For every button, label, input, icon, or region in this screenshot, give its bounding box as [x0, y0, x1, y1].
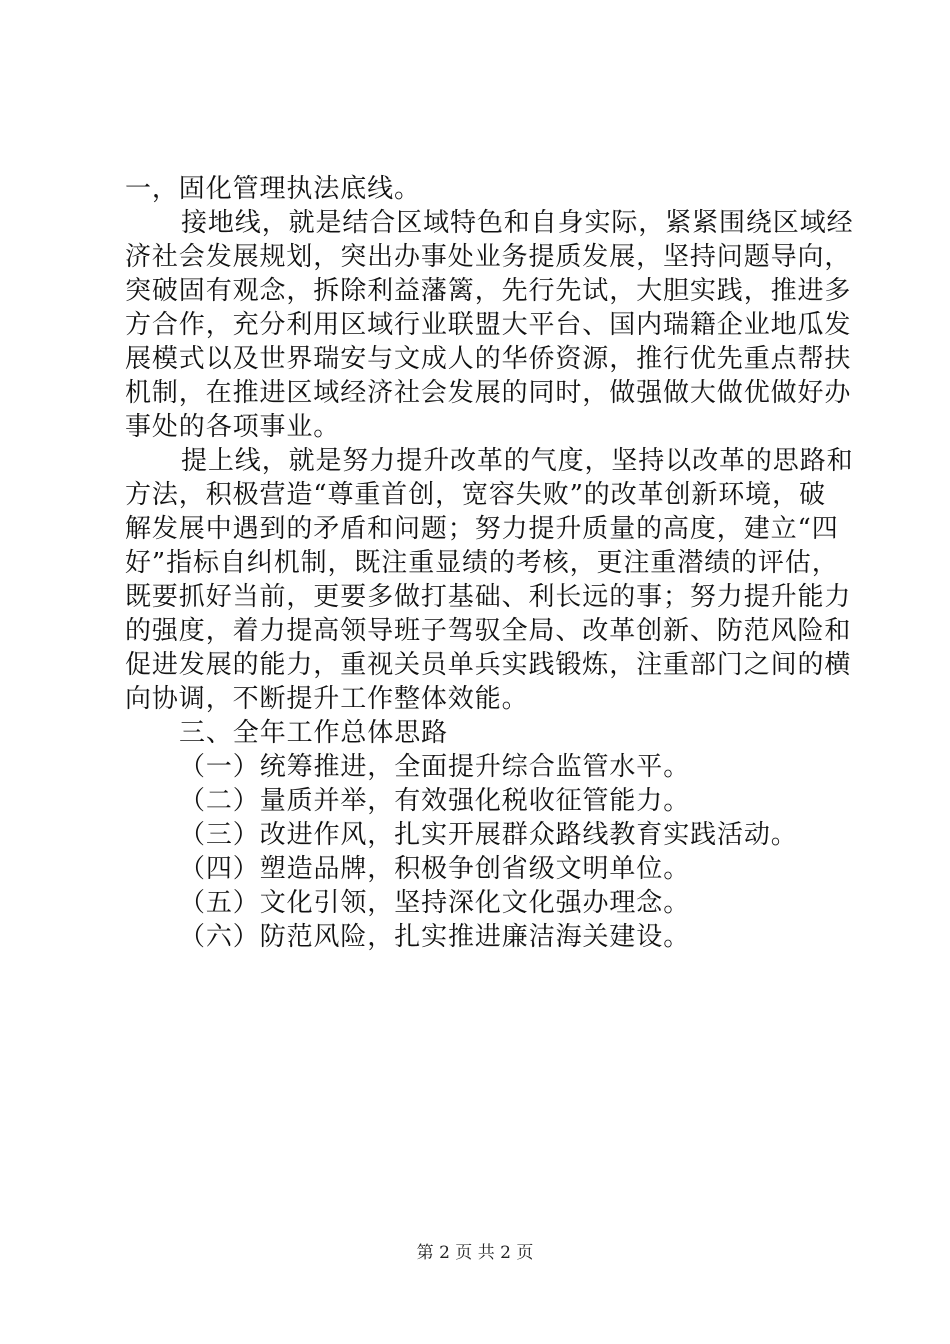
paragraph-line: 提上线，就是努力提升改革的气度，坚持以改革的思路和 [181, 446, 854, 476]
paragraph-line: 济社会发展规划，突出办事处业务提质发展，坚持问题导向， [125, 242, 852, 272]
paragraph-line: 促进发展的能力，重视关员单兵实践锻炼，注重部门之间的横 [125, 650, 852, 680]
paragraph-line: 的强度，着力提高领导班子驾驭全局、改革创新、防范风险和 [125, 616, 852, 646]
paragraph-line: 向协调，不断提升工作整体效能。 [125, 684, 529, 714]
section-heading: 一，固化管理执法底线。 [125, 174, 421, 204]
list-item: （二）量质并举，有效强化税收征管能力。 [179, 786, 691, 816]
paragraph-line: 既要抓好当前，更要多做打基础、利长远的事；努力提升能力 [125, 582, 852, 612]
paragraph-line: 展模式以及世界瑞安与文成人的华侨资源，推行优先重点帮扶 [125, 344, 852, 374]
paragraph-line: 方法，积极营造“尊重首创，宽容失败”的改革创新环境，破 [125, 480, 826, 510]
list-item: （一）统筹推进，全面提升综合监管水平。 [179, 752, 691, 782]
list-item: （五）文化引领，坚持深化文化强办理念。 [179, 888, 691, 918]
paragraph-line: 机制，在推进区域经济社会发展的同时，做强做大做优做好办 [125, 378, 852, 408]
list-item: （三）改进作风，扎实开展群众路线教育实践活动。 [179, 820, 798, 850]
paragraph-line: 接地线，就是结合区域特色和自身实际，紧紧围绕区域经 [181, 208, 854, 238]
document-body [125, 172, 854, 954]
paragraph-line: 解发展中遇到的矛盾和问题；努力提升质量的高度，建立“四 [125, 514, 839, 544]
page-number-footer: 第 2 页 共 2 页 [416, 1243, 534, 1263]
section-heading: 三、全年工作总体思路 [179, 718, 449, 748]
list-item: （六）防范风险，扎实推进廉洁海关建设。 [179, 922, 691, 952]
paragraph-line: 突破固有观念，拆除利益藩篱，先行先试，大胆实践，推进多 [125, 276, 852, 306]
list-item: （四）塑造品牌，积极争创省级文明单位。 [179, 854, 691, 884]
paragraph-line: 好”指标自纠机制，既注重显绩的考核，更注重潜绩的评估， [125, 548, 839, 578]
paragraph-line: 方合作，充分利用区域行业联盟大平台、国内瑞籍企业地瓜发 [125, 310, 852, 340]
paragraph-line: 事处的各项事业。 [125, 412, 341, 442]
